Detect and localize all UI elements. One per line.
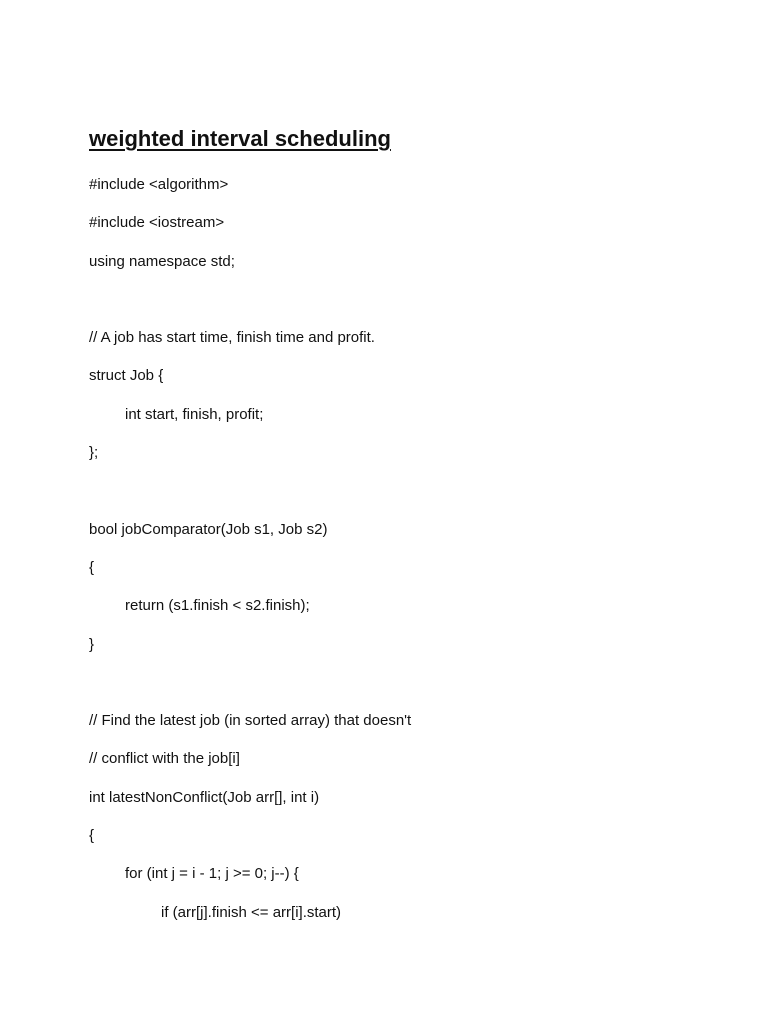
- code-line: {: [89, 827, 95, 845]
- code-line: {: [89, 558, 95, 576]
- code-line: #include <iostream>: [89, 214, 225, 232]
- code-line: if (arr[j].finish <= arr[i].start): [161, 903, 342, 921]
- code-line: int start, finish, profit;: [125, 405, 264, 423]
- code-comment-line: // conflict with the job[i]: [89, 750, 240, 768]
- blank-line: [89, 480, 729, 518]
- code-comment-line: // Find the latest job (in sorted array) that doesn't: [89, 712, 412, 730]
- code-line: for (int j = i - 1; j >= 0; j--) {: [125, 865, 299, 883]
- code-line: };: [89, 444, 99, 462]
- blank-line: [89, 289, 729, 327]
- code-line: int latestNonConflict(Job arr[], int i): [89, 788, 320, 806]
- document-title: weighted interval scheduling: [89, 126, 391, 151]
- code-line: return (s1.finish < s2.finish);: [125, 597, 310, 615]
- code-line: }: [89, 635, 95, 653]
- code-line: bool jobComparator(Job s1, Job s2): [89, 520, 328, 538]
- code-block: [89, 174, 729, 940]
- blank-line: [89, 672, 729, 710]
- code-line: #include <algorithm>: [89, 176, 229, 193]
- code-comment-line: // A job has start time, finish time and profit.: [89, 329, 375, 347]
- code-line: using namespace std;: [89, 252, 235, 270]
- code-line: struct Job {: [89, 367, 164, 385]
